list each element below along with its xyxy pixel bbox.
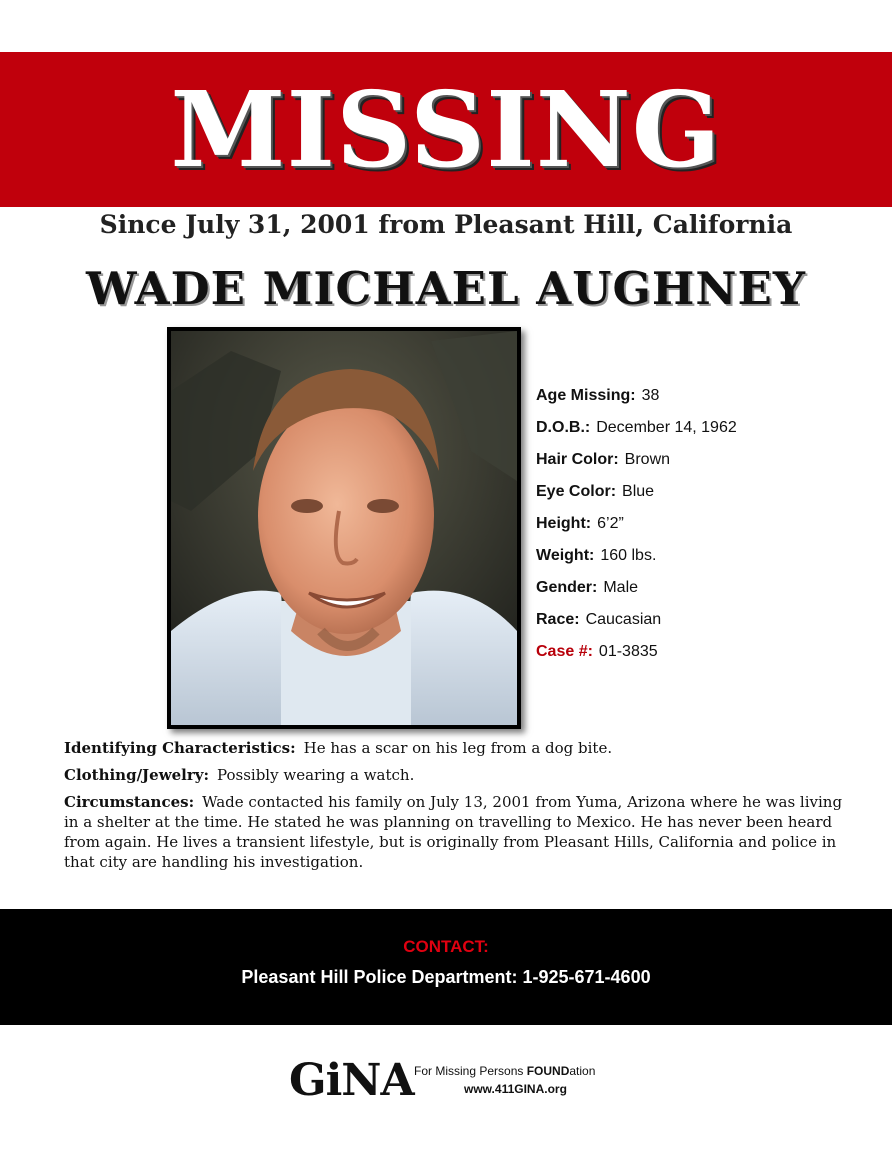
clothing-text: Possibly wearing a watch. (217, 766, 415, 784)
detail-label: D.O.B.: (536, 419, 591, 436)
detail-row-weight (536, 542, 876, 574)
detail-value: Male (603, 579, 639, 596)
missing-title: MISSING (170, 68, 722, 191)
clothing-jewelry (64, 765, 844, 785)
details-list (536, 382, 876, 670)
detail-label: Race: (536, 611, 580, 628)
missing-banner (0, 52, 892, 207)
detail-row-age (536, 382, 876, 414)
missing-since-line: Since July 31, 2001 from Pleasant Hill, California (99, 210, 793, 239)
detail-row-dob (536, 414, 876, 446)
clothing-label: Clothing/Jewelry: (64, 766, 209, 784)
detail-label: Weight: (536, 547, 595, 564)
detail-label: Eye Color: (536, 483, 617, 500)
gina-logo: GiNA (289, 1055, 414, 1106)
person-name: WADE MICHAEL AUGHNEY (86, 262, 806, 315)
circumstances-text: Wade contacted his family on July 13, 2001 from Yuma, Arizona where he was living in a shelter at the time. He stated he was planning on travelling to Mexico. He has never been heard from again. He lives a transient lifestyle, but is originally from Pleasant Hills, California and police in that city are handling his investigation. (64, 793, 843, 871)
contact-label: CONTACT: (403, 937, 489, 956)
person-photo-illustration (171, 331, 517, 725)
person-photo (167, 327, 521, 729)
case-number-label: Case #: (536, 643, 593, 660)
detail-row-hair (536, 446, 876, 478)
foundation-tagline (414, 1064, 595, 1078)
identifying-text: He has a scar on his leg from a dog bite. (303, 739, 613, 757)
tagline-suffix: ation (569, 1064, 596, 1078)
detail-value: 160 lbs. (600, 547, 657, 564)
detail-row-gender (536, 574, 876, 606)
detail-value: Blue (622, 483, 655, 500)
detail-value: Caucasian (585, 611, 662, 628)
foundation-url: www.411GINA.org (464, 1082, 567, 1096)
contact-section (0, 909, 892, 1025)
detail-row-eye (536, 478, 876, 510)
detail-label: Gender: (536, 579, 598, 596)
tagline-bold: FOUND (526, 1064, 570, 1078)
detail-value: Brown (624, 451, 671, 468)
description-section (64, 738, 844, 879)
detail-label: Hair Color: (536, 451, 619, 468)
detail-row-case (536, 638, 876, 670)
detail-value: 6’2” (597, 515, 624, 532)
detail-row-race (536, 606, 876, 638)
circumstances (64, 792, 844, 872)
detail-value: December 14, 1962 (596, 419, 737, 436)
case-number-value: 01-3835 (598, 643, 658, 660)
detail-row-height (536, 510, 876, 542)
identifying-label: Identifying Characteristics: (64, 739, 296, 757)
detail-label: Height: (536, 515, 592, 532)
contact-phone-line: Pleasant Hill Police Department: 1-925-671-4600 (241, 967, 651, 987)
detail-value: 38 (641, 387, 660, 404)
circumstances-label: Circumstances: (64, 793, 195, 811)
detail-label: Age Missing: (536, 387, 636, 404)
tagline-prefix: For Missing Persons (414, 1064, 527, 1078)
identifying-characteristics (64, 738, 844, 758)
